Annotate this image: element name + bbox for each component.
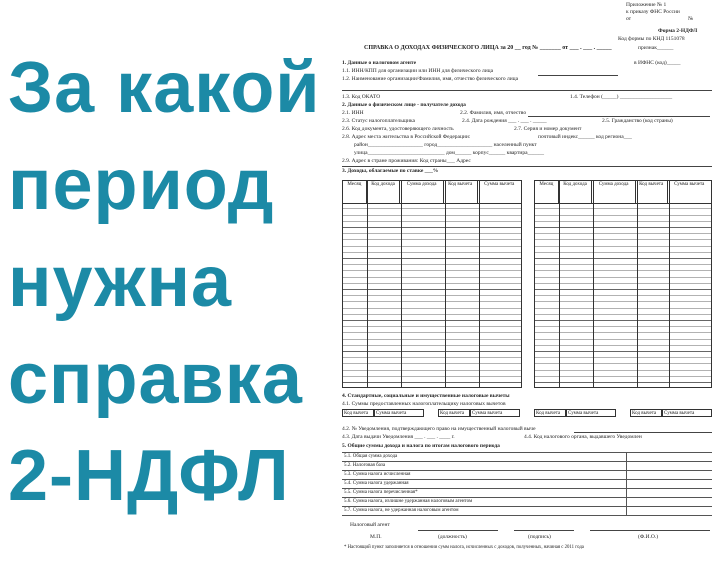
field-2-1: 2.1. ИНН [342, 110, 364, 116]
priznak: признак______ [638, 45, 674, 51]
field-2-5: 2.5. Гражданство (код страны) [602, 118, 673, 124]
headline-line-4: справка [8, 339, 303, 419]
address-line-1: район____________________ город____________________ населенный пункт [354, 142, 537, 148]
deduct-code-box-3: Код вычета [534, 409, 566, 417]
col-month-2: Месяц [535, 181, 559, 203]
section-5-title: 5. Общие суммы дохода и налога по итогам налогового периода [342, 443, 500, 449]
position-label: (должность) [438, 534, 467, 540]
field-2-8-postal: почтовый индекс______ код региона___ [538, 134, 632, 140]
totals-table [342, 452, 712, 516]
field-2-2: 2.2. Фамилия, имя, отчество [460, 110, 527, 116]
form-title: СПРАВКА О ДОХОДАХ ФИЗИЧЕСКОГО ЛИЦА за 20 __ год № _______ от ___ . ___ . _____ [364, 45, 612, 51]
field-4-3: 4.3. Дата выдачи Уведомления ___ . ___ . ____ г. [342, 434, 455, 440]
totals-row: 5.7. Сумма налога, не удержанная налоговым агентом [342, 507, 712, 516]
col-income-sum-2: Сумма дохода [592, 181, 636, 203]
headline-line-1: За какой [8, 48, 321, 128]
col-deduct-code-2: Код вычета [636, 181, 668, 203]
ifns-code: в ИФНС (код)_____ [634, 60, 681, 66]
totals-row: 5.6. Сумма налога, излишне удержанная налоговым агентом [342, 498, 712, 507]
form-name: Форма 2-НДФЛ [658, 28, 698, 34]
appendix-line-2: к приказу ФНС России [626, 9, 680, 15]
fio-label: (Ф.И.О.) [638, 534, 659, 540]
field-1-3: 1.3. Код ОКАТО [342, 94, 381, 100]
headline-line-2: период [8, 145, 275, 225]
headline-line-5: 2-НДФЛ [8, 436, 290, 516]
field-2-6: 2.6. Код документа, удостоверяющего личность [342, 126, 454, 132]
deduct-sum-box-3: Сумма вычета [566, 409, 616, 417]
footnote: * Настоящий пункт заполняется в отношении сумм налога, исчисленных с доходов, полученных, начиная с 2011 года [344, 545, 584, 550]
field-4-1: 4.1. Суммы предоставленных налогоплательщику налоговых вычетов [342, 401, 506, 407]
deduct-sum-box-1: Сумма вычета [374, 409, 424, 417]
appendix-line-3: от [626, 16, 632, 22]
field-2-7: 2.7. Серия и номер документ [514, 126, 582, 132]
deduct-sum-box-2: Сумма вычета [470, 409, 520, 417]
col-income-sum: Сумма дохода [400, 181, 444, 203]
col-deduct-code: Код вычета [444, 181, 478, 203]
totals-row: 5.3. Сумма налога исчисленная [342, 471, 712, 480]
totals-row: 5.2. Налоговая база [342, 462, 712, 471]
col-month: Месяц [343, 181, 367, 203]
deduct-sum-box-4: Сумма вычета [662, 409, 712, 417]
section-3-title: 3. Доходы, облагаемые по ставке ___% [342, 168, 439, 174]
col-income-code: Код дохода [367, 181, 401, 203]
col-deduct-sum-2: Сумма вычета [674, 182, 705, 187]
field-2-4: 2.4. Дата рождения ___ . ___ . _____ [462, 118, 547, 124]
appendix-line-1: Приложение № 1 [626, 2, 667, 8]
knd-code: Код формы по КНД 1151078 [618, 36, 685, 42]
field-2-8: 2.8. Адрес места жительства в Российской Федерации: [342, 134, 471, 140]
field-2-3: 2.3. Статус налогоплательщика [342, 118, 415, 124]
address-line-2: улица____________________________ дом______ корпус______ квартира______ [354, 150, 545, 156]
section-1-title: 1. Данные о налоговом агенте [342, 60, 417, 66]
section-4-title: 4. Стандартные, социальные и имущественные налоговые вычеты [342, 393, 510, 399]
deduct-code-box-1: Код вычета [342, 409, 374, 417]
headline [8, 40, 328, 525]
col-income-code-2: Код дохода [559, 181, 593, 203]
deduct-code-box-2: Код вычета [438, 409, 470, 417]
field-4-2: 4.2. № Уведомления, подтверждающего право на имущественный налоговый выче [342, 426, 536, 432]
totals-row: 5.4. Сумма налога удержанная [342, 480, 712, 489]
field-4-4: 4.4. Код налогового органа, выдавшего Уведомлен [524, 434, 642, 440]
totals-row: 5.5. Сумма налога перечисленная* [342, 489, 712, 498]
section-2-title: 2. Данные о физическом лице - получателе дохода [342, 102, 466, 108]
field-1-1: 1.1. ИНН/КПП для организации или ИНН для физического лица [342, 68, 494, 74]
tax-agent-label: Налоговый агент [350, 522, 390, 528]
totals-row: 5.1. Общая сумма дохода [342, 452, 712, 462]
field-1-4: 1.4. Телефон (_____) ___________________ [570, 94, 673, 100]
deduct-code-box-4: Код вычета [630, 409, 662, 417]
field-1-2: 1.2. Наименование организации/Фамилия, имя, отчество физического лица [342, 76, 519, 82]
col-deduct-sum: Сумма вычета [484, 182, 515, 187]
income-table-right [534, 180, 712, 388]
income-table-left [342, 180, 522, 388]
signature-label: (подпись) [528, 534, 551, 540]
field-2-9: 2.9. Адрес в стране проживания: Код страны___ Адрес [342, 158, 471, 164]
appendix-line-4: № [688, 16, 694, 22]
headline-line-3: нужна [8, 242, 232, 322]
ndfl-form-image [338, 0, 715, 568]
stamp-label: М.П. [370, 534, 382, 540]
